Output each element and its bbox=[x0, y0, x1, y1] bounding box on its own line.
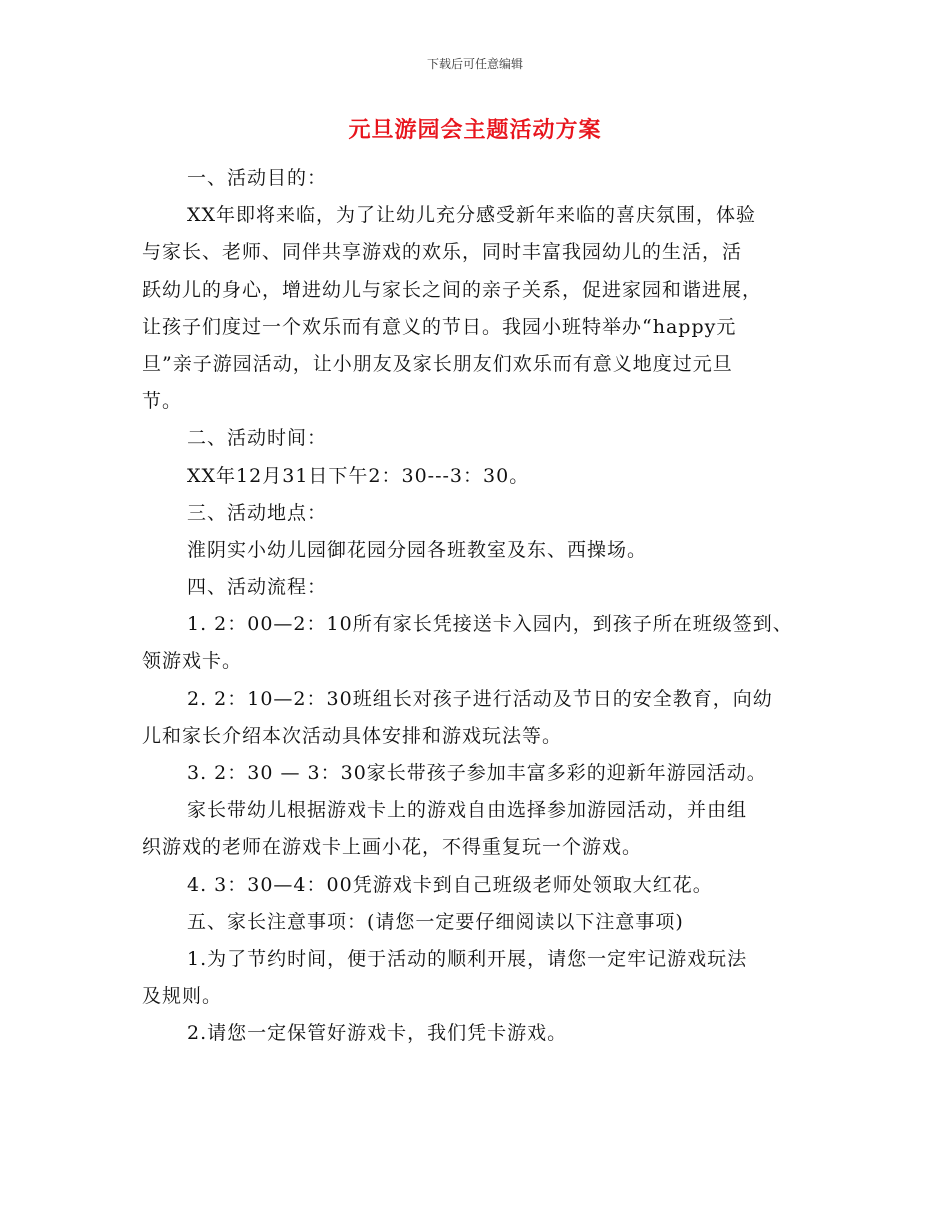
paragraph-line: 2. 2：10—2：30班组长对孩子进行活动及节日的安全教育，向幼 bbox=[187, 687, 773, 710]
paragraph-line: 4. 3：30—4：00凭游戏卡到自己班级老师处领取大红花。 bbox=[187, 873, 713, 896]
paragraph-line: XX年12月31日下午2：30---3：30。 bbox=[187, 464, 530, 487]
paragraph-line: 儿和家长介绍本次活动具体安排和游戏玩法等。 bbox=[142, 724, 563, 747]
paragraph-line: 淮阴实小幼儿园御花园分园各班教室及东、西操场。 bbox=[187, 538, 648, 561]
paragraph-line: 3. 2：30 — 3：30家长带孩子参加丰富多彩的迎新年游园活动。 bbox=[187, 762, 767, 784]
paragraph-line: 二、活动时间： bbox=[187, 427, 328, 450]
paragraph-line: 一、活动目的： bbox=[187, 167, 328, 189]
paragraph-line: XX年即将来临，为了让幼儿充分感受新年来临的喜庆氛围，体验 bbox=[187, 204, 757, 227]
paragraph-line: 2.请您一定保管好游戏卡，我们凭卡游戏。 bbox=[187, 1022, 568, 1045]
paragraph-line: 四、活动流程： bbox=[187, 576, 328, 599]
paragraph-line: 节。 bbox=[142, 390, 183, 413]
paragraph-line: 跃幼儿的身心，增进幼儿与家长之间的亲子关系，促进家园和谐进展， bbox=[142, 278, 763, 301]
paragraph-line: 家长带幼儿根据游戏卡上的游戏自由选择参加游园活动，并由组 bbox=[187, 799, 748, 822]
header-note: 下载后可任意编辑 bbox=[426, 57, 523, 71]
paragraph-line: 1. 2：00—2：10所有家长凭接送卡入园内，到孩子所在班级签到、 bbox=[187, 613, 793, 636]
paragraph-line: 三、活动地点： bbox=[187, 501, 328, 524]
paragraph-line: 领游戏卡。 bbox=[142, 650, 243, 673]
paragraph-line: 与家长、老师、同伴共享游戏的欢乐，同时丰富我园幼儿的生活，活 bbox=[142, 241, 743, 264]
paragraph-line: 1.为了节约时间，便于活动的顺利开展，请您一定牢记游戏玩法 bbox=[187, 947, 748, 970]
paragraph-line: 让孩子们度过一个欢乐而有意义的节日。我园小班特举办“happy元 bbox=[142, 315, 737, 338]
document-body bbox=[142, 160, 822, 1053]
paragraph-line: 五、家长注意事项：(请您一定要仔细阅读以下注意事项) bbox=[187, 910, 684, 933]
document-title: 元旦游园会主题活动方案 bbox=[348, 117, 602, 143]
paragraph-line: 及规则。 bbox=[142, 985, 223, 1008]
paragraph-line: 织游戏的老师在游戏卡上画小花，不得重复玩一个游戏。 bbox=[142, 836, 643, 859]
paragraph-line: 旦”亲子游园活动，让小朋友及家长朋友们欢乐而有意义地度过元旦 bbox=[142, 352, 733, 375]
